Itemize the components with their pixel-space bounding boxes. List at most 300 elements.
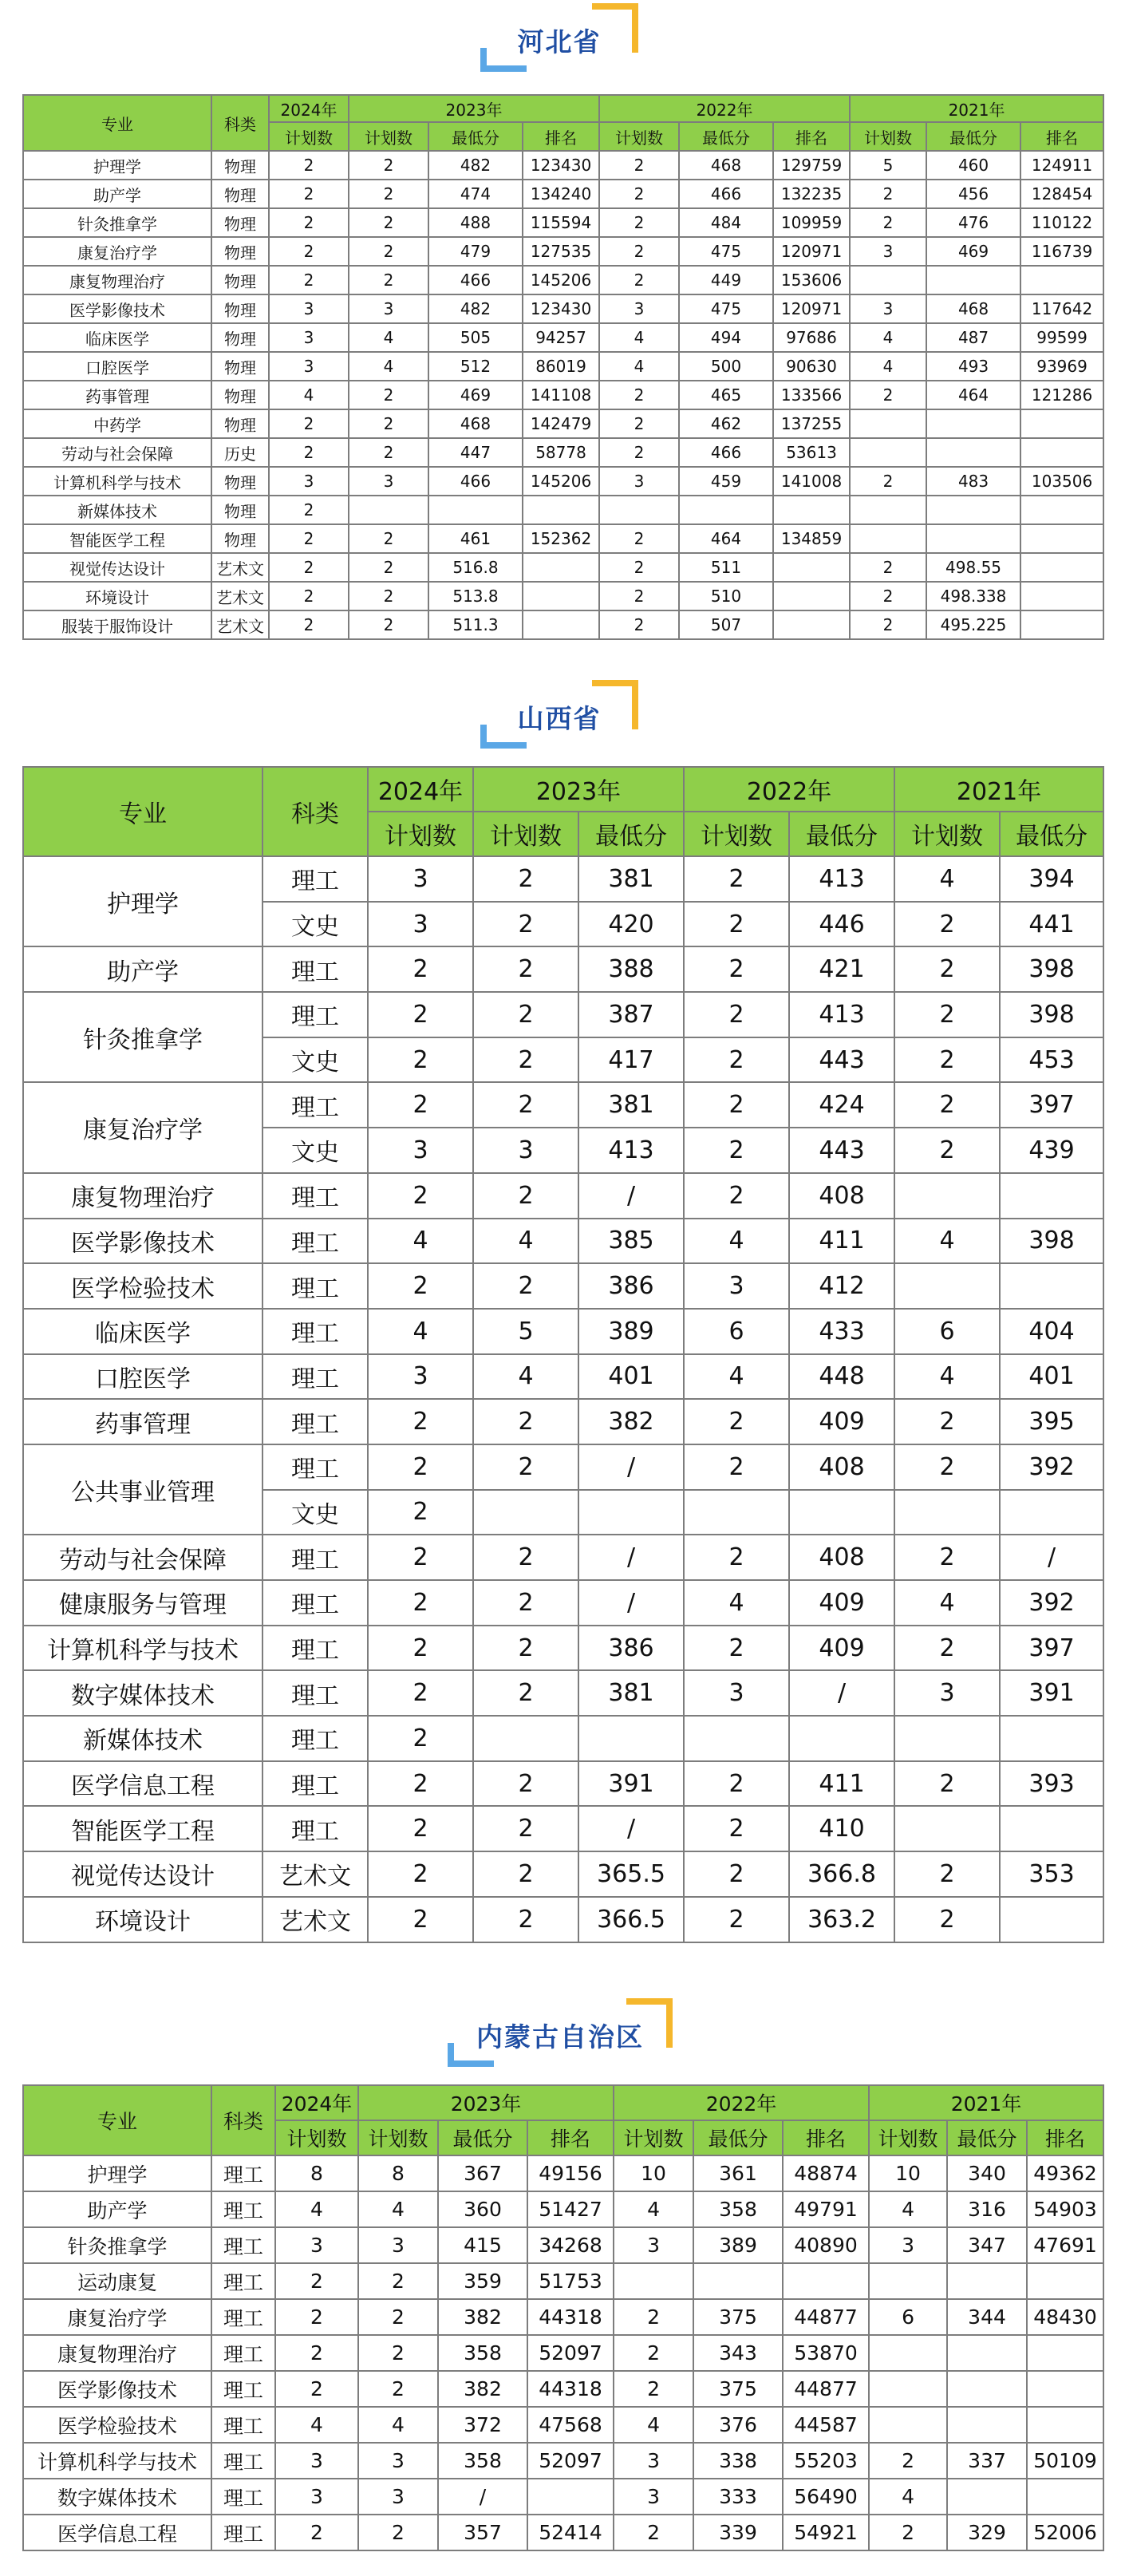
value-cell: 3 <box>368 1128 473 1173</box>
subject-cell: 理工 <box>211 2479 275 2515</box>
neimenggu-admission-table <box>22 2084 1104 2551</box>
value-cell: 398 <box>1000 1219 1103 1264</box>
table-row <box>23 1897 1103 1942</box>
value-cell: 2 <box>473 1082 578 1128</box>
value-cell: 391 <box>578 1761 684 1807</box>
value-cell: / <box>1000 1535 1103 1580</box>
value-cell: 466 <box>428 266 523 294</box>
major-cell: 计算机科学与技术 <box>23 1626 262 1671</box>
value-cell: 2 <box>368 1535 473 1580</box>
major-cell: 医学影像技术 <box>23 1219 262 1264</box>
value-cell: 10 <box>869 2155 947 2191</box>
value-cell <box>850 266 926 294</box>
major-cell: 新媒体技术 <box>23 496 211 524</box>
value-cell: 53870 <box>783 2335 869 2371</box>
value-cell: 482 <box>428 294 523 323</box>
value-cell: 464 <box>926 381 1020 409</box>
subject-cell: 艺术文 <box>211 553 269 582</box>
value-cell: 2 <box>368 1444 473 1490</box>
value-cell <box>1000 1263 1103 1309</box>
value-cell: 4 <box>358 2191 438 2227</box>
value-cell: 401 <box>1000 1354 1103 1400</box>
value-cell: 49362 <box>1027 2155 1103 2191</box>
major-cell: 智能医学工程 <box>23 1806 262 1851</box>
shanxi-admission-table <box>22 766 1104 1943</box>
col-2023: 2023年 <box>349 95 599 122</box>
value-cell: 2 <box>349 524 428 553</box>
value-cell: 3 <box>275 2227 358 2263</box>
value-cell <box>947 2263 1027 2299</box>
major-cell: 计算机科学与技术 <box>23 2443 211 2479</box>
subject-cell: 物理 <box>211 237 269 266</box>
value-cell <box>523 553 599 582</box>
value-cell: 2 <box>684 946 789 992</box>
value-cell: 343 <box>693 2335 783 2371</box>
table-row <box>23 1851 1103 1897</box>
value-cell: 393 <box>1000 1761 1103 1807</box>
value-cell: 474 <box>428 180 523 208</box>
value-cell: 493 <box>926 352 1020 381</box>
col-subject: 科类 <box>211 2085 275 2155</box>
value-cell <box>850 409 926 438</box>
value-cell: 483 <box>926 467 1020 496</box>
table-row <box>23 2227 1103 2263</box>
value-cell <box>1020 524 1103 553</box>
value-cell: 476 <box>926 208 1020 237</box>
value-cell: 2 <box>684 1037 789 1083</box>
table-row <box>23 1761 1103 1807</box>
value-cell: 2 <box>368 1037 473 1083</box>
value-cell: 44877 <box>783 2299 869 2335</box>
col-min: 最低分 <box>438 2120 527 2155</box>
value-cell: 2 <box>358 2371 438 2407</box>
major-cell: 助产学 <box>23 180 211 208</box>
value-cell: 4 <box>894 1219 1000 1264</box>
value-cell: 488 <box>428 208 523 237</box>
value-cell: 6 <box>869 2299 947 2335</box>
table-row <box>23 180 1103 208</box>
col-major: 专业 <box>23 767 262 856</box>
table-row <box>23 237 1103 266</box>
value-cell: 2 <box>368 1716 473 1761</box>
col-rank: 排名 <box>1027 2120 1103 2155</box>
value-cell: 2 <box>473 1670 578 1716</box>
value-cell: 2 <box>894 902 1000 947</box>
value-cell: 397 <box>1000 1626 1103 1671</box>
value-cell: 2 <box>894 1535 1000 1580</box>
value-cell: 109959 <box>773 208 850 237</box>
value-cell: 3 <box>599 467 679 496</box>
value-cell: 4 <box>473 1219 578 1264</box>
value-cell <box>473 1490 578 1535</box>
value-cell: 2 <box>269 266 349 294</box>
subject-cell: 艺术文 <box>211 610 269 639</box>
value-cell: 2 <box>599 438 679 467</box>
value-cell: 2 <box>269 582 349 610</box>
major-cell: 医学影像技术 <box>23 294 211 323</box>
value-cell: 86019 <box>523 352 599 381</box>
value-cell: 4 <box>869 2479 947 2515</box>
value-cell: 3 <box>614 2479 693 2515</box>
value-cell: 408 <box>789 1444 894 1490</box>
value-cell: 58778 <box>523 438 599 467</box>
value-cell <box>1000 1806 1103 1851</box>
value-cell <box>850 438 926 467</box>
value-cell <box>894 1716 1000 1761</box>
subject-cell: 理工 <box>262 1626 368 1671</box>
value-cell: 421 <box>789 946 894 992</box>
value-cell: 2 <box>599 381 679 409</box>
value-cell: 401 <box>578 1354 684 1400</box>
value-cell: 2 <box>473 1037 578 1083</box>
value-cell: 409 <box>789 1399 894 1444</box>
value-cell <box>947 2371 1027 2407</box>
value-cell <box>693 2263 783 2299</box>
value-cell <box>926 496 1020 524</box>
major-cell: 临床医学 <box>23 1309 262 1354</box>
col-major: 专业 <box>23 95 211 151</box>
major-cell: 康复物理治疗 <box>23 1173 262 1219</box>
col-2021: 2021年 <box>894 767 1103 812</box>
value-cell: 134240 <box>523 180 599 208</box>
value-cell: 3 <box>368 856 473 902</box>
value-cell: 2 <box>850 180 926 208</box>
value-cell: 4 <box>894 1354 1000 1400</box>
value-cell: 2 <box>368 1580 473 1626</box>
value-cell: 469 <box>428 381 523 409</box>
value-cell: 375 <box>693 2371 783 2407</box>
value-cell: 3 <box>275 2443 358 2479</box>
value-cell: 5 <box>850 151 926 180</box>
value-cell: 4 <box>269 381 349 409</box>
table-row <box>23 2335 1103 2371</box>
table-row <box>23 409 1103 438</box>
value-cell: / <box>789 1670 894 1716</box>
value-cell <box>1027 2407 1103 2443</box>
value-cell: 487 <box>926 323 1020 352</box>
table-row <box>23 323 1103 352</box>
value-cell: 2 <box>269 610 349 639</box>
value-cell: 2 <box>368 1399 473 1444</box>
value-cell: 2 <box>368 1626 473 1671</box>
value-cell: 510 <box>679 582 773 610</box>
value-cell <box>1020 409 1103 438</box>
col-2022: 2022年 <box>614 2085 869 2120</box>
value-cell: 2 <box>599 208 679 237</box>
value-cell <box>527 2479 614 2515</box>
value-cell: / <box>578 1535 684 1580</box>
value-cell: 2 <box>684 856 789 902</box>
value-cell: 439 <box>1000 1128 1103 1173</box>
value-cell: 2 <box>473 1851 578 1897</box>
col-plan: 计划数 <box>349 122 428 151</box>
value-cell <box>578 1490 684 1535</box>
value-cell: 386 <box>578 1263 684 1309</box>
value-cell: 386 <box>578 1626 684 1671</box>
subject-cell: 理工 <box>262 1670 368 1716</box>
major-cell: 中药学 <box>23 409 211 438</box>
value-cell <box>894 1173 1000 1219</box>
value-cell: 2 <box>368 1490 473 1535</box>
value-cell <box>1000 1490 1103 1535</box>
value-cell: 367 <box>438 2155 527 2191</box>
value-cell: 2 <box>684 1851 789 1897</box>
value-cell: 333 <box>693 2479 783 2515</box>
table-row <box>23 1399 1103 1444</box>
value-cell: 2 <box>684 1399 789 1444</box>
value-cell: 3 <box>614 2227 693 2263</box>
col-2023: 2023年 <box>358 2085 614 2120</box>
subject-cell: 理工 <box>262 1173 368 1219</box>
subject-cell: 理工 <box>211 2191 275 2227</box>
hebei-title-badge <box>0 10 1125 73</box>
value-cell: 449 <box>679 266 773 294</box>
value-cell: 44587 <box>783 2407 869 2443</box>
subject-cell: 物理 <box>211 180 269 208</box>
value-cell: 512 <box>428 352 523 381</box>
value-cell: 498.338 <box>926 582 1020 610</box>
value-cell: 48430 <box>1027 2299 1103 2335</box>
value-cell: 142479 <box>523 409 599 438</box>
value-cell: 2 <box>349 237 428 266</box>
major-cell: 助产学 <box>23 946 262 992</box>
value-cell: 2 <box>473 856 578 902</box>
value-cell: 40890 <box>783 2227 869 2263</box>
value-cell: 6 <box>684 1309 789 1354</box>
value-cell <box>926 409 1020 438</box>
value-cell: 117642 <box>1020 294 1103 323</box>
value-cell: 145206 <box>523 467 599 496</box>
table-row <box>23 467 1103 496</box>
shanxi-title: 山西省 <box>517 702 602 734</box>
value-cell: 2 <box>684 1761 789 1807</box>
subject-cell: 文史 <box>262 1128 368 1173</box>
value-cell: 93969 <box>1020 352 1103 381</box>
value-cell: 412 <box>789 1263 894 1309</box>
subject-cell: 理工 <box>211 2371 275 2407</box>
table-row <box>23 438 1103 467</box>
table-row <box>23 2515 1103 2550</box>
value-cell: 408 <box>789 1535 894 1580</box>
value-cell: 4 <box>850 323 926 352</box>
value-cell: 3 <box>850 294 926 323</box>
value-cell: 2 <box>269 180 349 208</box>
subject-cell: 理工 <box>262 1354 368 1400</box>
subject-cell: 理工 <box>262 1309 368 1354</box>
value-cell <box>783 2263 869 2299</box>
value-cell: 3 <box>275 2479 358 2515</box>
value-cell: 2 <box>368 1670 473 1716</box>
value-cell: 3 <box>358 2443 438 2479</box>
value-cell: 53613 <box>773 438 850 467</box>
value-cell: 121286 <box>1020 381 1103 409</box>
col-min: 最低分 <box>428 122 523 151</box>
value-cell <box>894 1263 1000 1309</box>
value-cell: 4 <box>894 1580 1000 1626</box>
value-cell: 2 <box>349 180 428 208</box>
value-cell: 468 <box>926 294 1020 323</box>
major-cell: 临床医学 <box>23 323 211 352</box>
subject-cell: 物理 <box>211 266 269 294</box>
col-2024: 2024年 <box>275 2085 358 2120</box>
major-cell: 康复治疗学 <box>23 2299 211 2335</box>
value-cell: 3 <box>269 323 349 352</box>
value-cell <box>1000 1897 1103 1942</box>
value-cell: 2 <box>349 266 428 294</box>
value-cell: 97686 <box>773 323 850 352</box>
value-cell <box>947 2335 1027 2371</box>
value-cell: 52097 <box>527 2335 614 2371</box>
value-cell: 2 <box>894 1128 1000 1173</box>
subject-cell: 艺术文 <box>262 1851 368 1897</box>
col-rank: 排名 <box>523 122 599 151</box>
subject-cell: 理工 <box>262 1444 368 1490</box>
subject-cell: 理工 <box>262 1716 368 1761</box>
value-cell: 2 <box>894 1761 1000 1807</box>
subject-cell: 文史 <box>262 1037 368 1083</box>
value-cell: 2 <box>473 1535 578 1580</box>
value-cell <box>1000 1173 1103 1219</box>
value-cell: 511 <box>679 553 773 582</box>
value-cell: 145206 <box>523 266 599 294</box>
value-cell: 382 <box>438 2299 527 2335</box>
value-cell: 2 <box>269 524 349 553</box>
value-cell: 460 <box>926 151 1020 180</box>
col-min: 最低分 <box>693 2120 783 2155</box>
major-cell: 视觉传达设计 <box>23 553 211 582</box>
major-cell: 护理学 <box>23 151 211 180</box>
value-cell: 2 <box>473 1580 578 1626</box>
col-rank: 排名 <box>1020 122 1103 151</box>
table-row <box>23 582 1103 610</box>
value-cell <box>523 496 599 524</box>
value-cell: 415 <box>438 2227 527 2263</box>
value-cell: 461 <box>428 524 523 553</box>
value-cell: 2 <box>358 2335 438 2371</box>
subject-cell: 文史 <box>262 902 368 947</box>
table-row <box>23 352 1103 381</box>
value-cell: 4 <box>473 1354 578 1400</box>
table-row <box>23 946 1103 992</box>
value-cell: 2 <box>269 553 349 582</box>
value-cell: 4 <box>599 352 679 381</box>
value-cell: 2 <box>614 2371 693 2407</box>
table-row <box>23 1626 1103 1671</box>
shanxi-title-badge <box>0 686 1125 750</box>
value-cell: 48874 <box>783 2155 869 2191</box>
value-cell: 495.225 <box>926 610 1020 639</box>
value-cell: 2 <box>684 1173 789 1219</box>
value-cell <box>1020 438 1103 467</box>
major-cell: 医学信息工程 <box>23 1761 262 1807</box>
col-min: 最低分 <box>1000 812 1103 856</box>
value-cell: 494 <box>679 323 773 352</box>
value-cell: 337 <box>947 2443 1027 2479</box>
col-min: 最低分 <box>789 812 894 856</box>
value-cell: 52006 <box>1027 2515 1103 2550</box>
value-cell: 409 <box>789 1580 894 1626</box>
value-cell <box>1020 582 1103 610</box>
value-cell <box>869 2335 947 2371</box>
col-plan: 计划数 <box>368 812 473 856</box>
col-2024: 2024年 <box>269 95 349 122</box>
value-cell: 411 <box>789 1761 894 1807</box>
value-cell <box>850 496 926 524</box>
value-cell: 2 <box>269 237 349 266</box>
table-row <box>23 294 1103 323</box>
table-row <box>23 1219 1103 1264</box>
value-cell: 3 <box>614 2443 693 2479</box>
value-cell: / <box>578 1444 684 1490</box>
value-cell: 4 <box>684 1354 789 1400</box>
col-plan: 计划数 <box>850 122 926 151</box>
value-cell: 2 <box>275 2263 358 2299</box>
col-min: 最低分 <box>578 812 684 856</box>
table-row <box>23 2191 1103 2227</box>
value-cell: 2 <box>684 992 789 1037</box>
subject-cell: 理工 <box>262 1263 368 1309</box>
value-cell: 44877 <box>783 2371 869 2407</box>
value-cell: 110122 <box>1020 208 1103 237</box>
value-cell: 479 <box>428 237 523 266</box>
value-cell: 2 <box>684 902 789 947</box>
value-cell: 3 <box>473 1128 578 1173</box>
major-cell: 数字媒体技术 <box>23 2479 211 2515</box>
value-cell: 2 <box>269 208 349 237</box>
neimenggu-title-badge <box>0 2005 1125 2068</box>
major-cell: 公共事业管理 <box>23 1444 262 1535</box>
value-cell: 2 <box>473 946 578 992</box>
major-cell: 康复治疗学 <box>23 237 211 266</box>
subject-cell: 理工 <box>262 1082 368 1128</box>
value-cell: 2 <box>275 2515 358 2550</box>
value-cell <box>473 1716 578 1761</box>
value-cell: 3 <box>684 1263 789 1309</box>
table-row <box>23 1354 1103 1400</box>
value-cell: 2 <box>599 610 679 639</box>
table-row <box>23 1173 1103 1219</box>
value-cell: / <box>578 1580 684 1626</box>
value-cell <box>679 496 773 524</box>
value-cell: 3 <box>358 2227 438 2263</box>
value-cell: 2 <box>894 1082 1000 1128</box>
value-cell: 120971 <box>773 237 850 266</box>
value-cell: 2 <box>269 438 349 467</box>
value-cell: 2 <box>275 2335 358 2371</box>
value-cell: 2 <box>684 1082 789 1128</box>
value-cell: 2 <box>599 151 679 180</box>
value-cell: 3 <box>684 1670 789 1716</box>
major-cell: 新媒体技术 <box>23 1716 262 1761</box>
value-cell <box>614 2263 693 2299</box>
value-cell: 2 <box>368 1851 473 1897</box>
subject-cell: 理工 <box>211 2515 275 2550</box>
value-cell: 413 <box>578 1128 684 1173</box>
major-cell: 医学检验技术 <box>23 1263 262 1309</box>
value-cell: 2 <box>894 1626 1000 1671</box>
value-cell: 2 <box>275 2371 358 2407</box>
value-cell: 2 <box>850 208 926 237</box>
table-row <box>23 1806 1103 1851</box>
subject-cell: 物理 <box>211 524 269 553</box>
value-cell <box>349 496 428 524</box>
value-cell: 410 <box>789 1806 894 1851</box>
value-cell: 2 <box>349 409 428 438</box>
value-cell <box>789 1716 894 1761</box>
value-cell: 2 <box>349 582 428 610</box>
value-cell: 357 <box>438 2515 527 2550</box>
table-row <box>23 2479 1103 2515</box>
